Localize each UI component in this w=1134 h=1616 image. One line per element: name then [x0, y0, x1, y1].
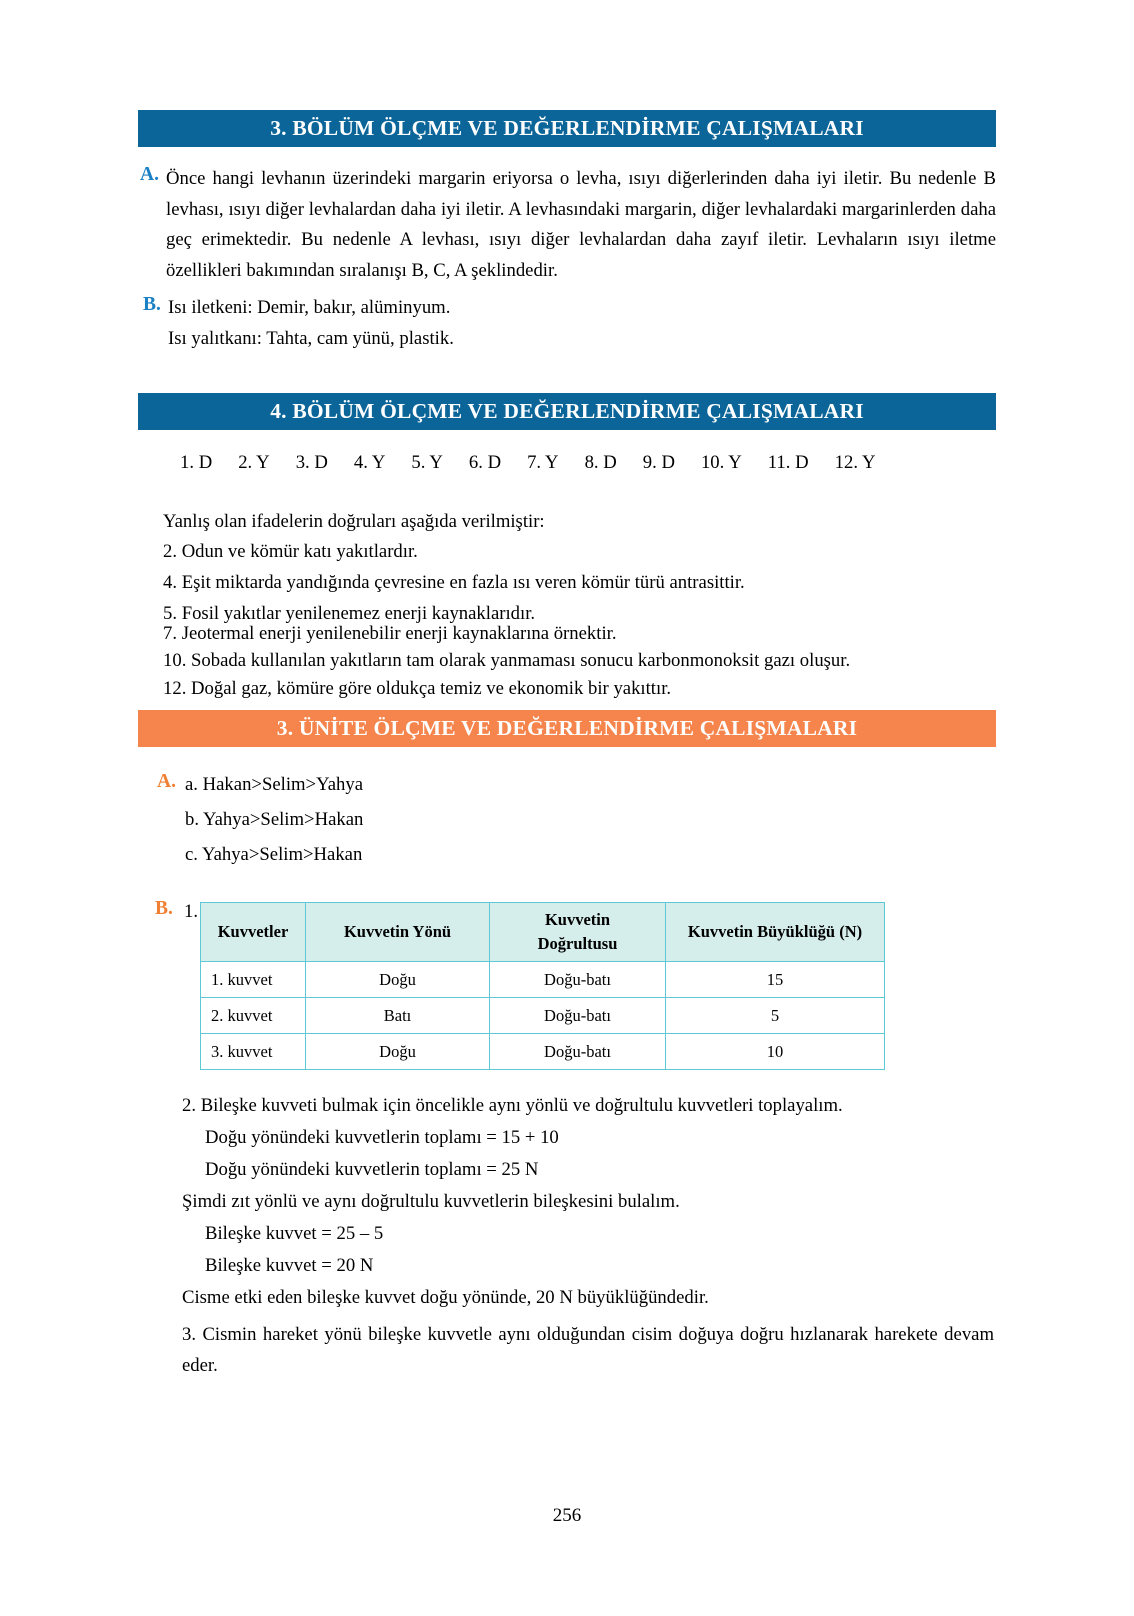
chapter3-answer-a-text: Önce hangi levhanın üzerindeki margarin eriyorsa o levha, ısıyı diğerlerinden daha iyi iletir. Bu nedenle B levhası, ısıyı diğer levhalardan daha iyi iletir. A levhasındaki margarin, diğer levhalardaki margarinlerden daha geç erimektedir. Bu nedenle A levhası, ısıyı diğer levhalardan daha zayıf iletir. Levhaların ısıyı iletme özellikleri bakımından sıralanışı B, C, A şeklindedir. [166, 168, 996, 281]
correction-item-10: 10. Sobada kullanılan yakıtların tam olarak yanmaması sonucu karbonmonoksit gazı oluşur. [163, 650, 851, 671]
solution-step-2: 2. Bileşke kuvveti bulmak için öncelikle aynı yönlü ve doğrultulu kuvvetleri toplayalım. [182, 1095, 843, 1116]
marker-unit3-a: A. [157, 771, 176, 792]
unit3-answer-a-line-1: a. Hakan>Selim>Yahya [185, 774, 363, 795]
table-header-row [201, 903, 885, 962]
solution-step-2-line-6: Cisme etki eden bileşke kuvvet doğu yönünde, 20 N büyüklüğündedir. [182, 1287, 709, 1308]
page-number: 256 [552, 1505, 582, 1526]
cell-force-direction-2: Batı [306, 998, 490, 1034]
table-header-col3-line1: Kuvvetin [544, 910, 611, 929]
banner-chapter-3-title: 3. BÖLÜM ÖLÇME VE DEĞERLENDİRME ÇALIŞMALARI [270, 116, 864, 140]
banner-chapter-3 [138, 110, 996, 147]
answer-key-item-6: 6. D [468, 452, 502, 473]
table-header-col3-line2: Doğrultusu [537, 934, 618, 953]
solution-step-2-line-3: Şimdi zıt yönlü ve aynı doğrultulu kuvvetlerin bileşkesini bulalım. [182, 1191, 680, 1212]
answer-key-item-4: 4. Y [353, 452, 386, 473]
unit3-answer-a-line-2: b. Yahya>Selim>Hakan [185, 809, 364, 830]
corrections-intro: Yanlış olan ifadelerin doğruları aşağıda verilmiştir: [163, 511, 545, 532]
answer-key-item-5: 5. Y [411, 452, 443, 473]
correction-item-2: 2. Odun ve kömür katı yakıtlardır. [163, 541, 418, 562]
table-header-kuvvetin-dogrultusu [490, 903, 666, 962]
answer-key-item-11: 11. D [767, 452, 809, 473]
table-header-kuvvetler: Kuvvetler [201, 903, 306, 962]
banner-chapter-4-title: 4. BÖLÜM ÖLÇME VE DEĞERLENDİRME ÇALIŞMALARI [270, 399, 864, 423]
marker-chapter3-a: A. [140, 164, 159, 185]
correction-item-7: 7. Jeotermal enerji yenilenebilir enerji kaynaklarına örnektir. [163, 623, 617, 644]
answer-key-item-7: 7. Y [527, 452, 559, 473]
cell-force-name-1: 1. kuvvet [201, 962, 306, 998]
answer-key-item-12: 12. Y [834, 452, 876, 473]
cell-force-magnitude-2: 5 [666, 998, 885, 1034]
cell-force-direction-1: Doğu [306, 962, 490, 998]
cell-force-magnitude-1: 15 [666, 962, 885, 998]
cell-force-axis-3: Doğu-batı [490, 1034, 666, 1070]
solution-step-2-line-4: Bileşke kuvvet = 25 – 5 [205, 1223, 384, 1244]
marker-unit3-b: B. [155, 898, 173, 919]
solution-step-2-line-5: Bileşke kuvvet = 20 N [205, 1255, 374, 1276]
chapter3-answer-b-line-1: Isı iletkeni: Demir, bakır, alüminyum. [168, 297, 451, 318]
banner-unit-3-title: 3. ÜNİTE ÖLÇME VE DEĞERLENDİRME ÇALIŞMALARI [276, 716, 858, 740]
cell-force-magnitude-3: 10 [666, 1034, 885, 1070]
unit3-answer-a-line-3: c. Yahya>Selim>Hakan [185, 844, 363, 865]
banner-chapter-4 [138, 393, 996, 430]
answer-key-item-3: 3. D [295, 452, 328, 473]
answer-key-row [180, 452, 950, 474]
table-row [201, 998, 885, 1034]
correction-item-4: 4. Eşit miktarda yandığında çevresine en fazla ısı veren kömür türü antrasittir. [163, 572, 745, 593]
answer-key-item-10: 10. Y [700, 452, 742, 473]
forces-table-wrapper [200, 902, 885, 1070]
table-header-kuvvetin-buyuklugu: Kuvvetin Büyüklüğü (N) [666, 903, 885, 962]
correction-item-5: 5. Fosil yakıtlar yenilenemez enerji kaynaklarıdır. [163, 603, 536, 624]
cell-force-direction-3: Doğu [306, 1034, 490, 1070]
answer-key-item-2: 2. Y [238, 452, 270, 473]
cell-force-name-2: 2. kuvvet [201, 998, 306, 1034]
table-row [201, 1034, 885, 1070]
cell-force-axis-1: Doğu-batı [490, 962, 666, 998]
solution-step-2-line-2: Doğu yönündeki kuvvetlerin toplamı = 25 N [205, 1159, 539, 1180]
forces-table [200, 902, 885, 1070]
chapter3-answer-b-line-2: Isı yalıtkanı: Tahta, cam yünü, plastik. [168, 328, 454, 349]
table-header-kuvvetin-yonu: Kuvvetin Yönü [306, 903, 490, 962]
banner-unit-3 [138, 710, 996, 747]
answer-key-item-9: 9. D [642, 452, 675, 473]
cell-force-name-3: 3. kuvvet [201, 1034, 306, 1070]
correction-item-12: 12. Doğal gaz, kömüre göre oldukça temiz ve ekonomik bir yakıttır. [163, 678, 672, 699]
answer-key-item-1: 1. D [180, 452, 213, 473]
table-row [201, 962, 885, 998]
cell-force-axis-2: Doğu-batı [490, 998, 666, 1034]
solution-step-3: 3. Cismin hareket yönü bileşke kuvvetle aynı olduğundan cisim doğuya doğru hızlanarak harekete devam eder. [182, 1324, 994, 1376]
unit3-answer-b-number: 1. [184, 901, 199, 922]
solution-step-2-line-1: Doğu yönündeki kuvvetlerin toplamı = 15 + 10 [205, 1127, 559, 1148]
marker-chapter3-b: B. [143, 294, 161, 315]
answer-key-item-8: 8. D [584, 452, 617, 473]
